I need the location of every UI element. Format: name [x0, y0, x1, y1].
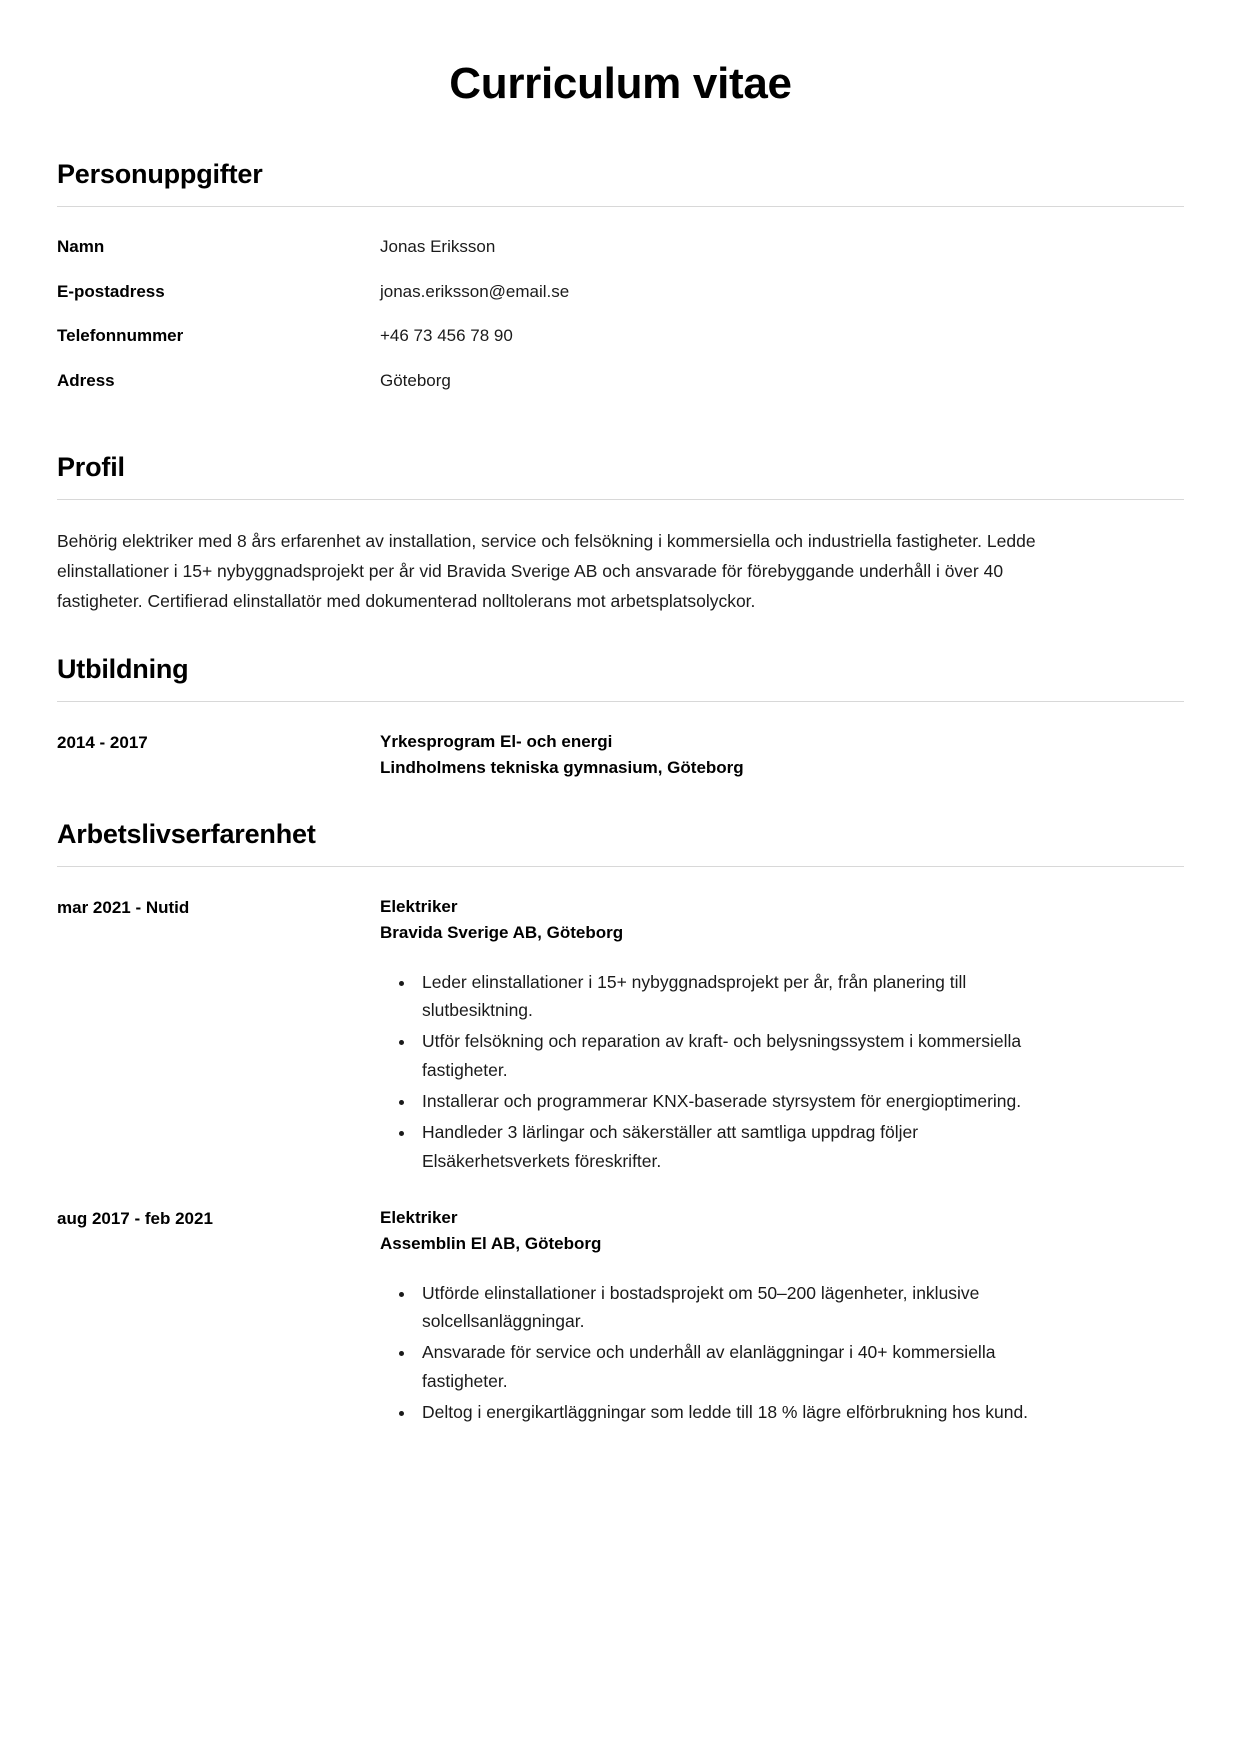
- detail-label-email: E-postadress: [57, 281, 165, 301]
- section-education: [57, 652, 1184, 781]
- detail-row: [57, 324, 1184, 349]
- experience-entry-bullets: [380, 968, 1070, 1175]
- list-item: • Leder elinstallationer i 15+ nybyggnadsprojekt per år, från planering till slutbesiktning.: [416, 968, 1070, 1025]
- experience-entry-bullets: [380, 1279, 1070, 1427]
- page-title: Curriculum vitae: [449, 59, 792, 108]
- detail-value-address: Göteborg: [380, 371, 451, 391]
- section-experience: [57, 817, 1184, 1430]
- experience-entry-body: [380, 894, 1070, 1178]
- spacer: [57, 781, 1184, 817]
- education-entry: [57, 729, 1184, 781]
- education-entry-period: 2014 - 2017: [57, 733, 148, 753]
- education-entry-school: Lindholmens tekniska gymnasium, Göteborg: [380, 757, 744, 777]
- spacer: [57, 414, 1184, 450]
- personal-details-list: [57, 235, 1184, 394]
- detail-value-email: jonas.eriksson@email.se: [380, 281, 570, 301]
- spacer: [57, 111, 1184, 157]
- experience-entry-company: Assemblin El AB, Göteborg: [380, 1233, 602, 1253]
- section-personal-details: [57, 157, 1184, 394]
- education-entry-body: [380, 729, 1070, 781]
- experience-entry-company: Bravida Sverige AB, Göteborg: [380, 922, 624, 942]
- list-item: • Deltog i energikartläggningar som ledde till 18 % lägre elförbrukning hos kund.: [416, 1398, 1070, 1426]
- list-item: • Handleder 3 lärlingar och säkerställer att samtliga uppdrag följer Elsäkerhetsverkets föreskrifter.: [416, 1118, 1070, 1175]
- experience-entry-role: Elektriker: [380, 1207, 458, 1227]
- detail-label-namn: Namn: [57, 237, 105, 257]
- section-divider-personal: [57, 206, 1184, 207]
- list-item: • Ansvarade för service och underhåll av elanläggningar i 40+ kommersiella fastigheter.: [416, 1338, 1070, 1395]
- list-item: • Utförde elinstallationer i bostadsprojekt om 50–200 lägenheter, inklusive solcellsanläggningar.: [416, 1279, 1070, 1336]
- spacer: [57, 616, 1184, 652]
- section-heading-profile: Profil: [57, 451, 125, 482]
- experience-entry: [57, 1205, 1184, 1429]
- experience-entry: [57, 894, 1184, 1178]
- experience-entry-body: [380, 1205, 1070, 1429]
- detail-label-address: Adress: [57, 371, 115, 391]
- detail-label-phone: Telefonnummer: [57, 326, 184, 346]
- profile-summary-text: Behörig elektriker med 8 års erfarenhet av installation, service och felsökning i kommersiella och industriella fastigheter. Ledde elinstallationer i 15+ nybyggnadsprojekt per år vid Bravida Sverige AB och ansvarade för förebyggande underhåll i över 40 fastigheter. Certifierad elinstallatör med dokumenterad nolltolerans mot arbetsplatsolyckor.: [57, 530, 1036, 611]
- profile-block: [57, 526, 1184, 616]
- section-divider-profile: [57, 499, 1184, 500]
- section-heading-education: Utbildning: [57, 654, 189, 685]
- section-divider-education: [57, 701, 1184, 702]
- section-profile: [57, 450, 1184, 616]
- experience-entry-period: aug 2017 - feb 2021: [57, 1208, 213, 1228]
- detail-row: [57, 369, 1184, 394]
- education-entry-program: Yrkesprogram El- och energi: [380, 732, 613, 752]
- detail-value-phone: +46 73 456 78 90: [380, 326, 513, 346]
- list-item: • Utför felsökning och reparation av kraft- och belysningssystem i kommersiella fastigheter.: [416, 1027, 1070, 1084]
- detail-row: [57, 280, 1184, 305]
- experience-entry-role: Elektriker: [380, 896, 458, 916]
- list-item: • Installerar och programmerar KNX-baserade styrsystem för energioptimering.: [416, 1087, 1070, 1115]
- experience-entry-period: mar 2021 - Nutid: [57, 897, 190, 917]
- detail-value-namn: Jonas Eriksson: [380, 237, 496, 257]
- section-divider-experience: [57, 866, 1184, 867]
- section-heading-experience: Arbetslivserfarenhet: [57, 818, 316, 849]
- detail-row: [57, 235, 1184, 260]
- section-heading-personal: Personuppgifter: [57, 159, 263, 189]
